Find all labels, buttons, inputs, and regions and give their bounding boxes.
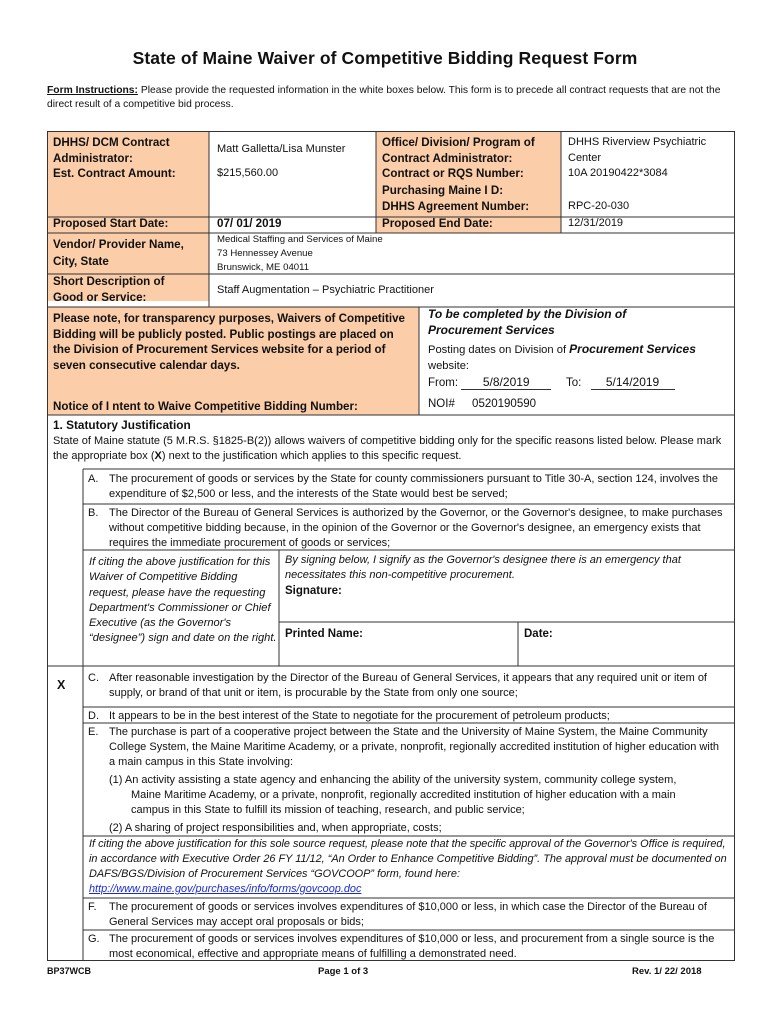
item-c-text: After reasonable investigation by the Director of the Bureau of General Services, it appears that any required unit or item of supply, or brand of that unit or item, is procurable by the State from only one source; bbox=[109, 672, 707, 700]
agreement-label: DHHS Agreement Number: bbox=[382, 200, 530, 213]
vendor-line-3: Brunswick, ME 04011 bbox=[217, 262, 310, 274]
sole-source-note bbox=[89, 837, 729, 897]
form-title: State of Maine Waiver of Competitive Bidding Request Form bbox=[132, 48, 638, 68]
item-g-text: The procurement of goods or services involves expenditures of $10,000 or less, and procurement from a single source is the most economical, effective and appropriate means of fulfilling a demonstrated need. bbox=[109, 933, 715, 961]
posting-emph: Procurement Services bbox=[569, 342, 696, 356]
item-b-letter: B. bbox=[88, 507, 99, 519]
contract-admin-label: DHHS/ DCM Contract Administrator: bbox=[53, 136, 170, 165]
form-instructions bbox=[47, 84, 747, 112]
from-label: From: bbox=[428, 377, 459, 389]
signature-field[interactable] bbox=[347, 583, 727, 617]
to-date-field[interactable]: 5/14/2019 bbox=[591, 375, 675, 390]
est-amount-label: Est. Contract Amount: bbox=[53, 167, 176, 180]
item-d-letter: D. bbox=[88, 710, 99, 722]
to-label: To: bbox=[566, 377, 582, 389]
vendor-label: Vendor/ Provider Name, City, State bbox=[53, 238, 184, 268]
signature-label: Signature: bbox=[285, 585, 342, 597]
item-a-letter: A. bbox=[88, 473, 99, 485]
statutory-intro bbox=[53, 434, 729, 464]
item-e-sub-2: (2) A sharing of project responsibilities and, when appropriate, costs; bbox=[109, 822, 442, 834]
govcoop-form-link[interactable]: http://www.maine.gov/purchases/info/forms/govcoop.doc bbox=[89, 883, 362, 895]
item-e-sub-1: (1) An activity assisting a state agency and enhancing the ability of the university system, community college system, Maine Maritime Academy, or a private, nonprofit, regionally accredited institution of higher education with a main campus in this State to fulfill its mission of teaching, research, and public service; bbox=[109, 774, 677, 817]
item-d-text: It appears to be in the best interest of the State to negotiate for the procurement of petroleum products; bbox=[109, 710, 610, 722]
item-g-letter: G. bbox=[88, 933, 100, 945]
short-desc-value[interactable]: Staff Augmentation – Psychiatric Practitioner bbox=[217, 284, 434, 296]
rqs-value[interactable]: 10A 20190422*3084 bbox=[568, 167, 668, 179]
form-table bbox=[47, 131, 735, 961]
est-amount-value[interactable]: $215,560.00 bbox=[217, 167, 279, 179]
item-f-text: The procurement of goods or services involves expenditures of $10,000 or less, in which case the Director of the Bureau of General Services may accept oral proposals or bids; bbox=[109, 901, 707, 929]
item-b-text: The Director of the Bureau of General Services is authorized by the Governor, or the Governor's designee, to make purchases without competitive bidding because, in the opinion of the Governor or the Governor's designee, an emergency exists that requires the immediate procurement of goods or services; bbox=[109, 507, 723, 550]
office-value[interactable]: DHHS Riverview Psychiatric Center bbox=[568, 136, 707, 164]
noi-number bbox=[428, 398, 536, 410]
date-field[interactable] bbox=[562, 624, 732, 664]
intro-text-a: State of Maine statute (5 M.R.S. §1825-B(2)) allows waivers of competitive bidding only for the specific reasons listed below. Please mark the appropriate box ( bbox=[53, 435, 722, 463]
office-label: Office/ Division/ Program of Contract Administrator: bbox=[382, 136, 535, 165]
revision-date: Rev. 1/ 22/ 2018 bbox=[632, 966, 702, 977]
short-desc-label: Short Description of Good or Service: bbox=[53, 275, 165, 304]
intro-text-b: ) next to the justification which applies to this specific request. bbox=[161, 450, 462, 463]
transparency-notice: Please note, for transparency purposes, Waivers of Competitive Bidding will be publicly posted. Public postings are placed on the Division of Procurement Services website for a period of seven consecutive calendar days. bbox=[53, 312, 405, 373]
posting-prefix: Posting dates on Division of bbox=[428, 344, 570, 356]
agreement-value[interactable]: RPC-20-030 bbox=[568, 200, 630, 212]
contract-admin-value[interactable]: Matt Galletta/Lisa Munster bbox=[217, 143, 346, 155]
form-id: BP37WCB bbox=[47, 966, 92, 976]
item-a-text: The procurement of goods or services by the State for county commissioners pursuant to Title 30-A, section 124, involves the expenditure of $2,500 or less, and the interests of the State would best be served; bbox=[109, 473, 718, 501]
end-date-value[interactable]: 12/31/2019 bbox=[568, 217, 624, 229]
start-date-label: Proposed Start Date: bbox=[53, 217, 169, 230]
item-f-letter: F. bbox=[88, 901, 97, 913]
noi-value[interactable]: 0520190590 bbox=[472, 398, 537, 410]
date-label: Date: bbox=[524, 628, 553, 640]
instructions-label: Form Instructions: bbox=[47, 85, 138, 96]
statutory-heading: 1. Statutory Justification bbox=[53, 418, 191, 432]
posting-suffix: website: bbox=[428, 360, 470, 372]
vendor-value[interactable] bbox=[217, 233, 717, 276]
rqs-label: Contract or RQS Number: bbox=[382, 167, 524, 180]
end-date-label: Proposed End Date: bbox=[382, 217, 493, 230]
page-number: Page 1 of 3 bbox=[318, 966, 369, 977]
governor-designee-statement: By signing below, I signify as the Governor's designee there is an emergency that necessitates this non-competitive procurement. bbox=[285, 554, 681, 581]
sole-source-text: If citing the above justification for this sole source request, please note that the specific approval of the Governor's Office is required, in accordance with Executive Order 26 FY 11/12, “An Order to Enhance Competitive Bidding”. The approval must be documented on DAFS/BGS/Division of Procurement Services “GOVCOOP” form, found here: bbox=[89, 838, 727, 880]
governor-designee-instructions: If citing the above justification for this Waiver of Competitive Bidding request, please have the requesting Department's Commissioner or Chief Executive (as the Governor's “designee”) sign and date on the right. bbox=[89, 556, 277, 645]
printed-name-label: Printed Name: bbox=[285, 628, 363, 640]
division-heading: To be completed by the Division of Procurement Services bbox=[428, 307, 627, 337]
item-c-letter: C. bbox=[88, 672, 99, 684]
posting-to bbox=[566, 375, 675, 390]
vendor-line-1: Medical Staffing and Services of Maine bbox=[217, 234, 383, 245]
vendor-line-2: 73 Hennessey Avenue bbox=[217, 248, 313, 260]
item-e-text: The purchase is part of a cooperative project between the State and the University of Maine System, the Maine Community College System, the Maine Maritime Academy, or a private, nonprofit, regionally accredited institution of higher education with a main campus in this State involving: bbox=[109, 726, 719, 769]
posting-dates-text bbox=[428, 341, 733, 374]
intro-x: X bbox=[154, 450, 162, 463]
from-date-field[interactable]: 5/8/2019 bbox=[461, 375, 551, 390]
start-date-value[interactable]: 07/ 01/ 2019 bbox=[217, 217, 282, 230]
item-c-checkbox[interactable]: X bbox=[57, 678, 66, 692]
printed-name-field[interactable] bbox=[377, 624, 515, 664]
item-e-letter: E. bbox=[88, 726, 99, 738]
purchasing-id-label: Purchasing Maine I D: bbox=[382, 184, 504, 197]
noi-prefix: NOI# bbox=[428, 398, 455, 410]
noi-label: Notice of I ntent to Waive Competitive Bidding Number: bbox=[53, 400, 358, 413]
instructions-text: Please provide the requested information in the white boxes below. This form is to precede all contract requests that are not the direct result of a competitive bid process. bbox=[47, 85, 721, 110]
posting-from bbox=[428, 375, 551, 390]
